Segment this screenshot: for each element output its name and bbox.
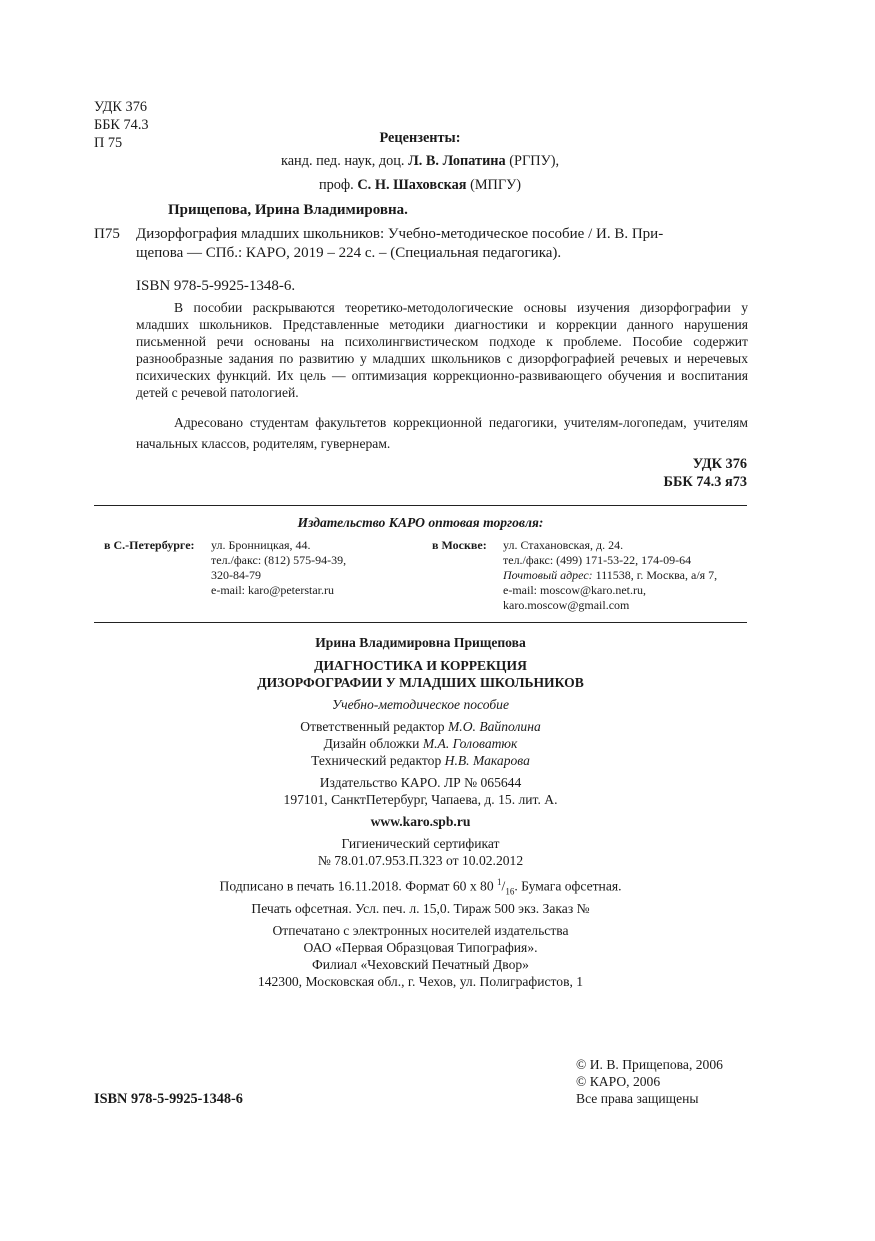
reviewer-2-name: С. Н. Шаховская [357, 177, 467, 193]
reviewer-2 [0, 176, 840, 194]
author-heading: Прищепова, Ирина Владимировна. [168, 202, 408, 218]
copyright-block [576, 1056, 723, 1107]
reviewer-1 [0, 152, 840, 170]
author-mark: П 75 [94, 135, 123, 151]
imprint-tech [94, 752, 747, 769]
wholesale-title: Издательство КАРО оптовая торговля: [297, 515, 544, 530]
copyright-rights: Все права защищены [576, 1091, 699, 1106]
imprint-block [94, 634, 747, 990]
cover-label: Дизайн обложки [323, 736, 420, 751]
reviewers-title: Рецензенты: [379, 130, 461, 146]
msk-postal [503, 568, 717, 583]
imprint-website: www.karo.spb.ru [370, 814, 471, 829]
imprint-cert2: № 78.01.07.953.П.323 от 10.02.2012 [317, 853, 524, 868]
editor-label: Ответственный редактор [300, 719, 445, 734]
imprint-author: Ирина Владимировна Прищепова [315, 635, 526, 650]
spb-phone2: 320-84-79 [211, 568, 261, 582]
imprint-editor [94, 718, 747, 735]
cover-name: М.А. Головатюк [422, 736, 518, 751]
imprint-cover [94, 735, 747, 752]
spb-email: e-mail: karo@peterstar.ru [211, 583, 334, 597]
spb-contacts [211, 538, 346, 598]
msk-address: ул. Стахановская, д. 24. [503, 538, 624, 552]
msk-postal-value: 111538, г. Москва, а/я 7, [595, 568, 718, 582]
format-fraction-num: 1 [497, 877, 502, 887]
editor-name: М.О. Вайполина [447, 719, 541, 734]
udk-code: УДК 376 [94, 99, 147, 115]
bbk-code: ББК 74.3 [94, 117, 149, 133]
abstract-paragraph: В пособии раскрываются теоретико-методологические основы изучения дизорфографии у младших школьников. Представленные методики диагностики и коррекции данного нарушения письменной речи основаны на психолингвистическом подходе к проблеме. Пособие содержит разнообразные задания по развитию у младших школьников с дизорфографией речевых и неречевых психических функций. Их цель — оптимизация коррекционно-развивающего обучения и воспитания детей с речевой патологией. [136, 300, 748, 400]
catalog-code: П75 [94, 226, 120, 242]
divider-top [94, 505, 747, 506]
bbk-right: ББК 74.3 я73 [663, 474, 747, 490]
msk-label: в Москве: [432, 538, 487, 552]
tech-label: Технический редактор [311, 753, 442, 768]
reviewer-2-org: (МПГУ) [470, 177, 522, 193]
msk-phone: тел./факс: (499) 171-53-22, 174-09-64 [503, 553, 692, 567]
imprint-genre: Учебно-методическое пособие [331, 697, 510, 712]
catalog-isbn: ISBN 978-5-9925-1348-6. [136, 278, 296, 294]
imprint-printed4: 142300, Московская обл., г. Чехов, ул. Полиграфистов, 1 [257, 974, 584, 990]
audience-paragraph: Адресовано студентам факультетов коррекционной педагогики, учителям-логопедам, учителям начальных классов, родителям, гувернерам. [136, 415, 748, 451]
imprint-signed: Подписано в печать 16.11.2018. Формат 60 х 80 $^1/_{16}$. Бумага офсетная. [219, 877, 622, 897]
imprint-printed2: ОАО «Первая Образцовая Типография». [303, 940, 538, 956]
tech-name: Н.В. Макарова [444, 753, 530, 768]
imprint-publisher: Издательство КАРО. ЛР № 065644 [319, 775, 522, 790]
reviewer-2-title: проф. [318, 177, 354, 193]
imprint-print-line: Печать офсетная. Усл. печ. л. 15,0. Тираж 500 экз. Заказ № [251, 901, 590, 917]
imprint-title-line1: ДИАГНОСТИКА И КОРРЕКЦИЯ [314, 658, 527, 673]
msk-email: e-mail: moscow@karo.net.ru, [503, 583, 647, 597]
msk-email2: karo.moscow@gmail.com [503, 598, 630, 612]
reviewer-1-org: (РГПУ), [509, 153, 560, 169]
signed-post: . Бумага офсетная. [514, 878, 622, 894]
catalog-description [136, 225, 748, 263]
format-fraction-den: 16 [505, 886, 515, 897]
spb-address: ул. Бронницкая, 44. [211, 538, 311, 552]
reviewer-1-title: канд. пед. наук, доц. [280, 153, 405, 169]
msk-postal-label: Почтовый адрес: [503, 568, 593, 582]
imprint-printed3: Филиал «Чеховский Печатный Двор» [312, 957, 529, 973]
imprint-title-line2: ДИЗОРФОГРАФИИ У МЛАДШИХ ШКОЛЬНИКОВ [257, 675, 584, 690]
imprint-printed1: Отпечатано с электронных носителей издательства [272, 923, 569, 939]
copyright-publisher: © КАРО, 2006 [576, 1074, 661, 1089]
imprint-address: 197101, СанктПетербург, Чапаева, д. 15. лит. А. [283, 792, 558, 807]
signed-pre: Подписано в печать 16.11.2018. Формат 60 х 80 [219, 878, 494, 894]
spb-phone: тел./факс: (812) 575-94-39, [211, 553, 347, 567]
copyright-author: © И. В. Прищепова, 2006 [576, 1057, 723, 1072]
isbn-bottom: ISBN 978-5-9925-1348-6 [94, 1091, 243, 1107]
msk-contacts [503, 538, 717, 613]
divider-bottom [94, 622, 747, 623]
udk-right: УДК 376 [692, 456, 747, 472]
imprint-cert1: Гигиенический сертификат [341, 836, 500, 851]
catalog-description-line2: щепова — СПб.: КАРО, 2019 – 224 с. – (Специальная педагогика). [136, 245, 562, 261]
catalog-description-line1: Дизорфография младших школьников: Учебно-методическое пособие / И. В. При- [136, 226, 664, 242]
reviewer-1-name: Л. В. Лопатина [408, 153, 506, 169]
spb-label: в С.-Петербурге: [104, 538, 195, 552]
